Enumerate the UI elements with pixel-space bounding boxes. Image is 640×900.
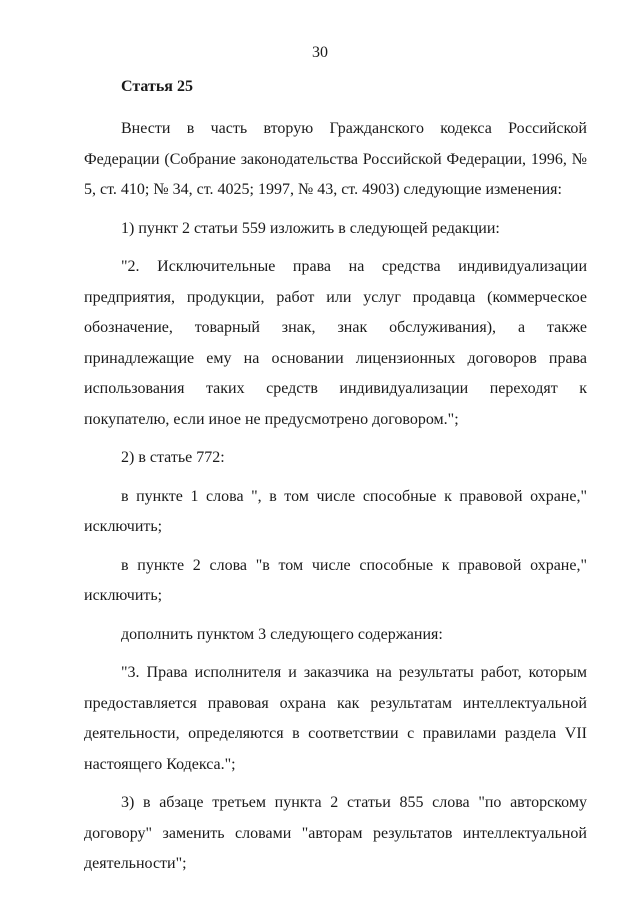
paragraph-item-3: 3) в абзаце третьем пункта 2 статьи 855 слова "по авторскому договору" заменить словами "авторам результатов интеллектуальной деятельности";: [84, 794, 587, 872]
paragraph-quote-article-559: "2. Исключительные права на средства индивидуализации предприятия, продукции, работ или услуг продавца (коммерческое обозначение, товарный знак, знак обслуживания), а также принадлежащие ему на основании лицензионных договоров права использования таких средств индивидуализации переходят к покупателю, если иное не предусмотрено договором.";: [84, 258, 587, 428]
paragraph-quote-point-3: "3. Права исполнителя и заказчика на результаты работ, которым предоставляется правовая охрана как результатам интеллектуальной деятельности, определяются в соответствии с правилами раздела VII настоящего Кодекса.";: [84, 664, 587, 773]
paragraph-intro: Внести в часть вторую Гражданского кодекса Российской Федерации (Собрание законодательства Российской Федерации, 1996, № 5, ст. 410; № 34, ст. 4025; 1997, № 43, ст. 4903) следующие изменения:: [84, 120, 587, 198]
paragraph-point-2-change: в пункте 2 слова "в том числе способные к правовой охране," исключить;: [84, 556, 587, 604]
paragraph-add-point-3: дополнить пунктом 3 следующего содержания:: [121, 625, 443, 643]
page-number: 30: [312, 44, 328, 61]
article-heading: Статья 25: [121, 78, 193, 95]
article-body: [84, 72, 587, 880]
paragraph-item-1: 1) пункт 2 статьи 559 изложить в следующей редакции:: [121, 219, 500, 237]
paragraph-point-1-change: в пункте 1 слова ", в том числе способные к правовой охране," исключить;: [84, 487, 587, 535]
paragraph-item-2: 2) в статье 772:: [121, 449, 225, 466]
